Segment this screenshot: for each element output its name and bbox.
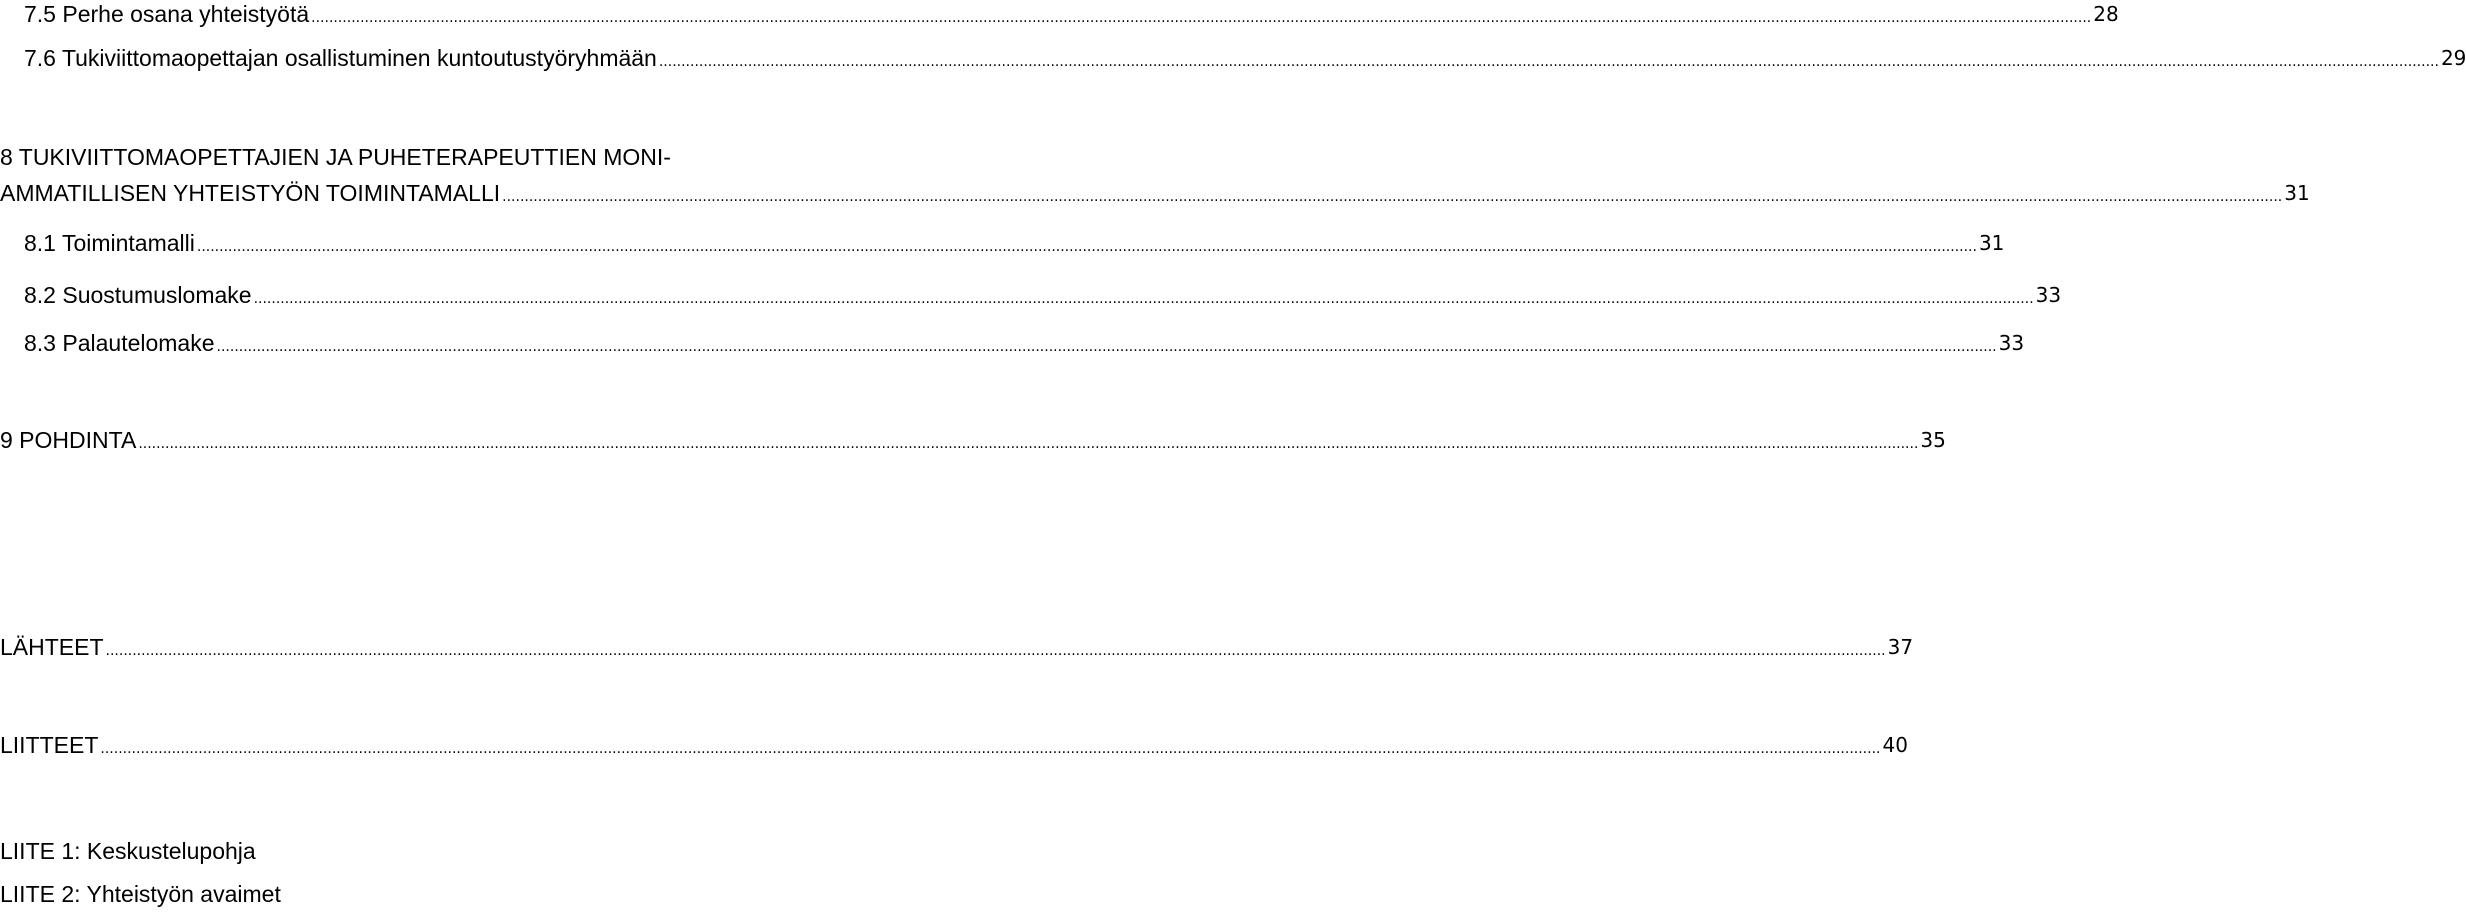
dot-leader: ................................................................................................................................................................................................................................................................................................................................................................................................................ [658,54,2439,70]
toc-entry-7-6[interactable] [24,44,2466,72]
toc-entry-page: 33 [2035,283,2062,307]
toc-entry-page: 29 [2440,46,2466,70]
dot-leader: ................................................................................................................................................................................................................................................................................................................................................................................................................ [100,741,1881,757]
toc-entry-label: 8.2 Suostumuslomake [24,282,252,308]
toc-entry-page: 37 [1887,635,1914,659]
toc-entry-8-1[interactable] [24,229,2005,257]
toc-entry-8-line1[interactable]: 8 TUKIVIITTOMAOPETTAJIEN JA PUHETERAPEUTTIEN MONI- [0,144,671,170]
toc-entry-8[interactable] [0,179,2310,207]
toc-entry-label: 7.5 Perhe osana yhteistyötä [24,1,310,27]
toc-entry-label: AMMATILLISEN YHTEISTYÖN TOIMINTAMALLI [0,180,501,206]
toc-entry-page: 40 [1882,733,1908,757]
toc-entry-9[interactable] [0,426,1946,454]
dot-leader: ................................................................................................................................................................................................................................................................................................................................................................................................................ [196,239,1977,255]
toc-entry-liitteet[interactable] [0,731,1908,759]
dot-leader: ................................................................................................................................................................................................................................................................................................................................................................................................................ [502,189,2283,205]
dot-leader: ................................................................................................................................................................................................................................................................................................................................................................................................................ [253,291,2034,307]
dot-leader: ................................................................................................................................................................................................................................................................................................................................................................................................................ [105,643,1886,659]
toc-entry-lahteet[interactable] [0,633,1914,661]
toc-entry-label: LÄHTEET [0,634,104,660]
toc-entry-page: 31 [2284,181,2310,205]
dot-leader: ................................................................................................................................................................................................................................................................................................................................................................................................................ [311,10,2092,26]
toc-entry-label: 9 POHDINTA [0,427,137,453]
toc-entry-page: 35 [1920,428,1946,452]
attachment-1[interactable]: LIITE 1: Keskustelupohja [0,838,256,864]
toc-entry-7-5[interactable] [24,0,2119,28]
dot-leader: ................................................................................................................................................................................................................................................................................................................................................................................................................ [216,339,1997,355]
toc-entry-8-2[interactable] [24,281,2062,309]
toc-entry-label: 8.1 Toimintamalli [24,230,195,256]
toc-entry-page: 28 [2093,2,2119,26]
toc-entry-label: 7.6 Tukiviittomaopettajan osallistuminen kuntoutustyöryhmään [24,45,657,71]
toc-entry-8-3[interactable] [24,329,2025,357]
attachment-2[interactable]: LIITE 2: Yhteistyön avaimet [0,881,281,907]
toc-entry-page: 33 [1998,331,2025,355]
toc-entry-page: 31 [1978,231,2005,255]
dot-leader: ................................................................................................................................................................................................................................................................................................................................................................................................................ [138,436,1919,452]
toc-entry-label: 8.3 Palautelomake [24,330,215,356]
toc-entry-label: LIITTEET [0,732,99,758]
